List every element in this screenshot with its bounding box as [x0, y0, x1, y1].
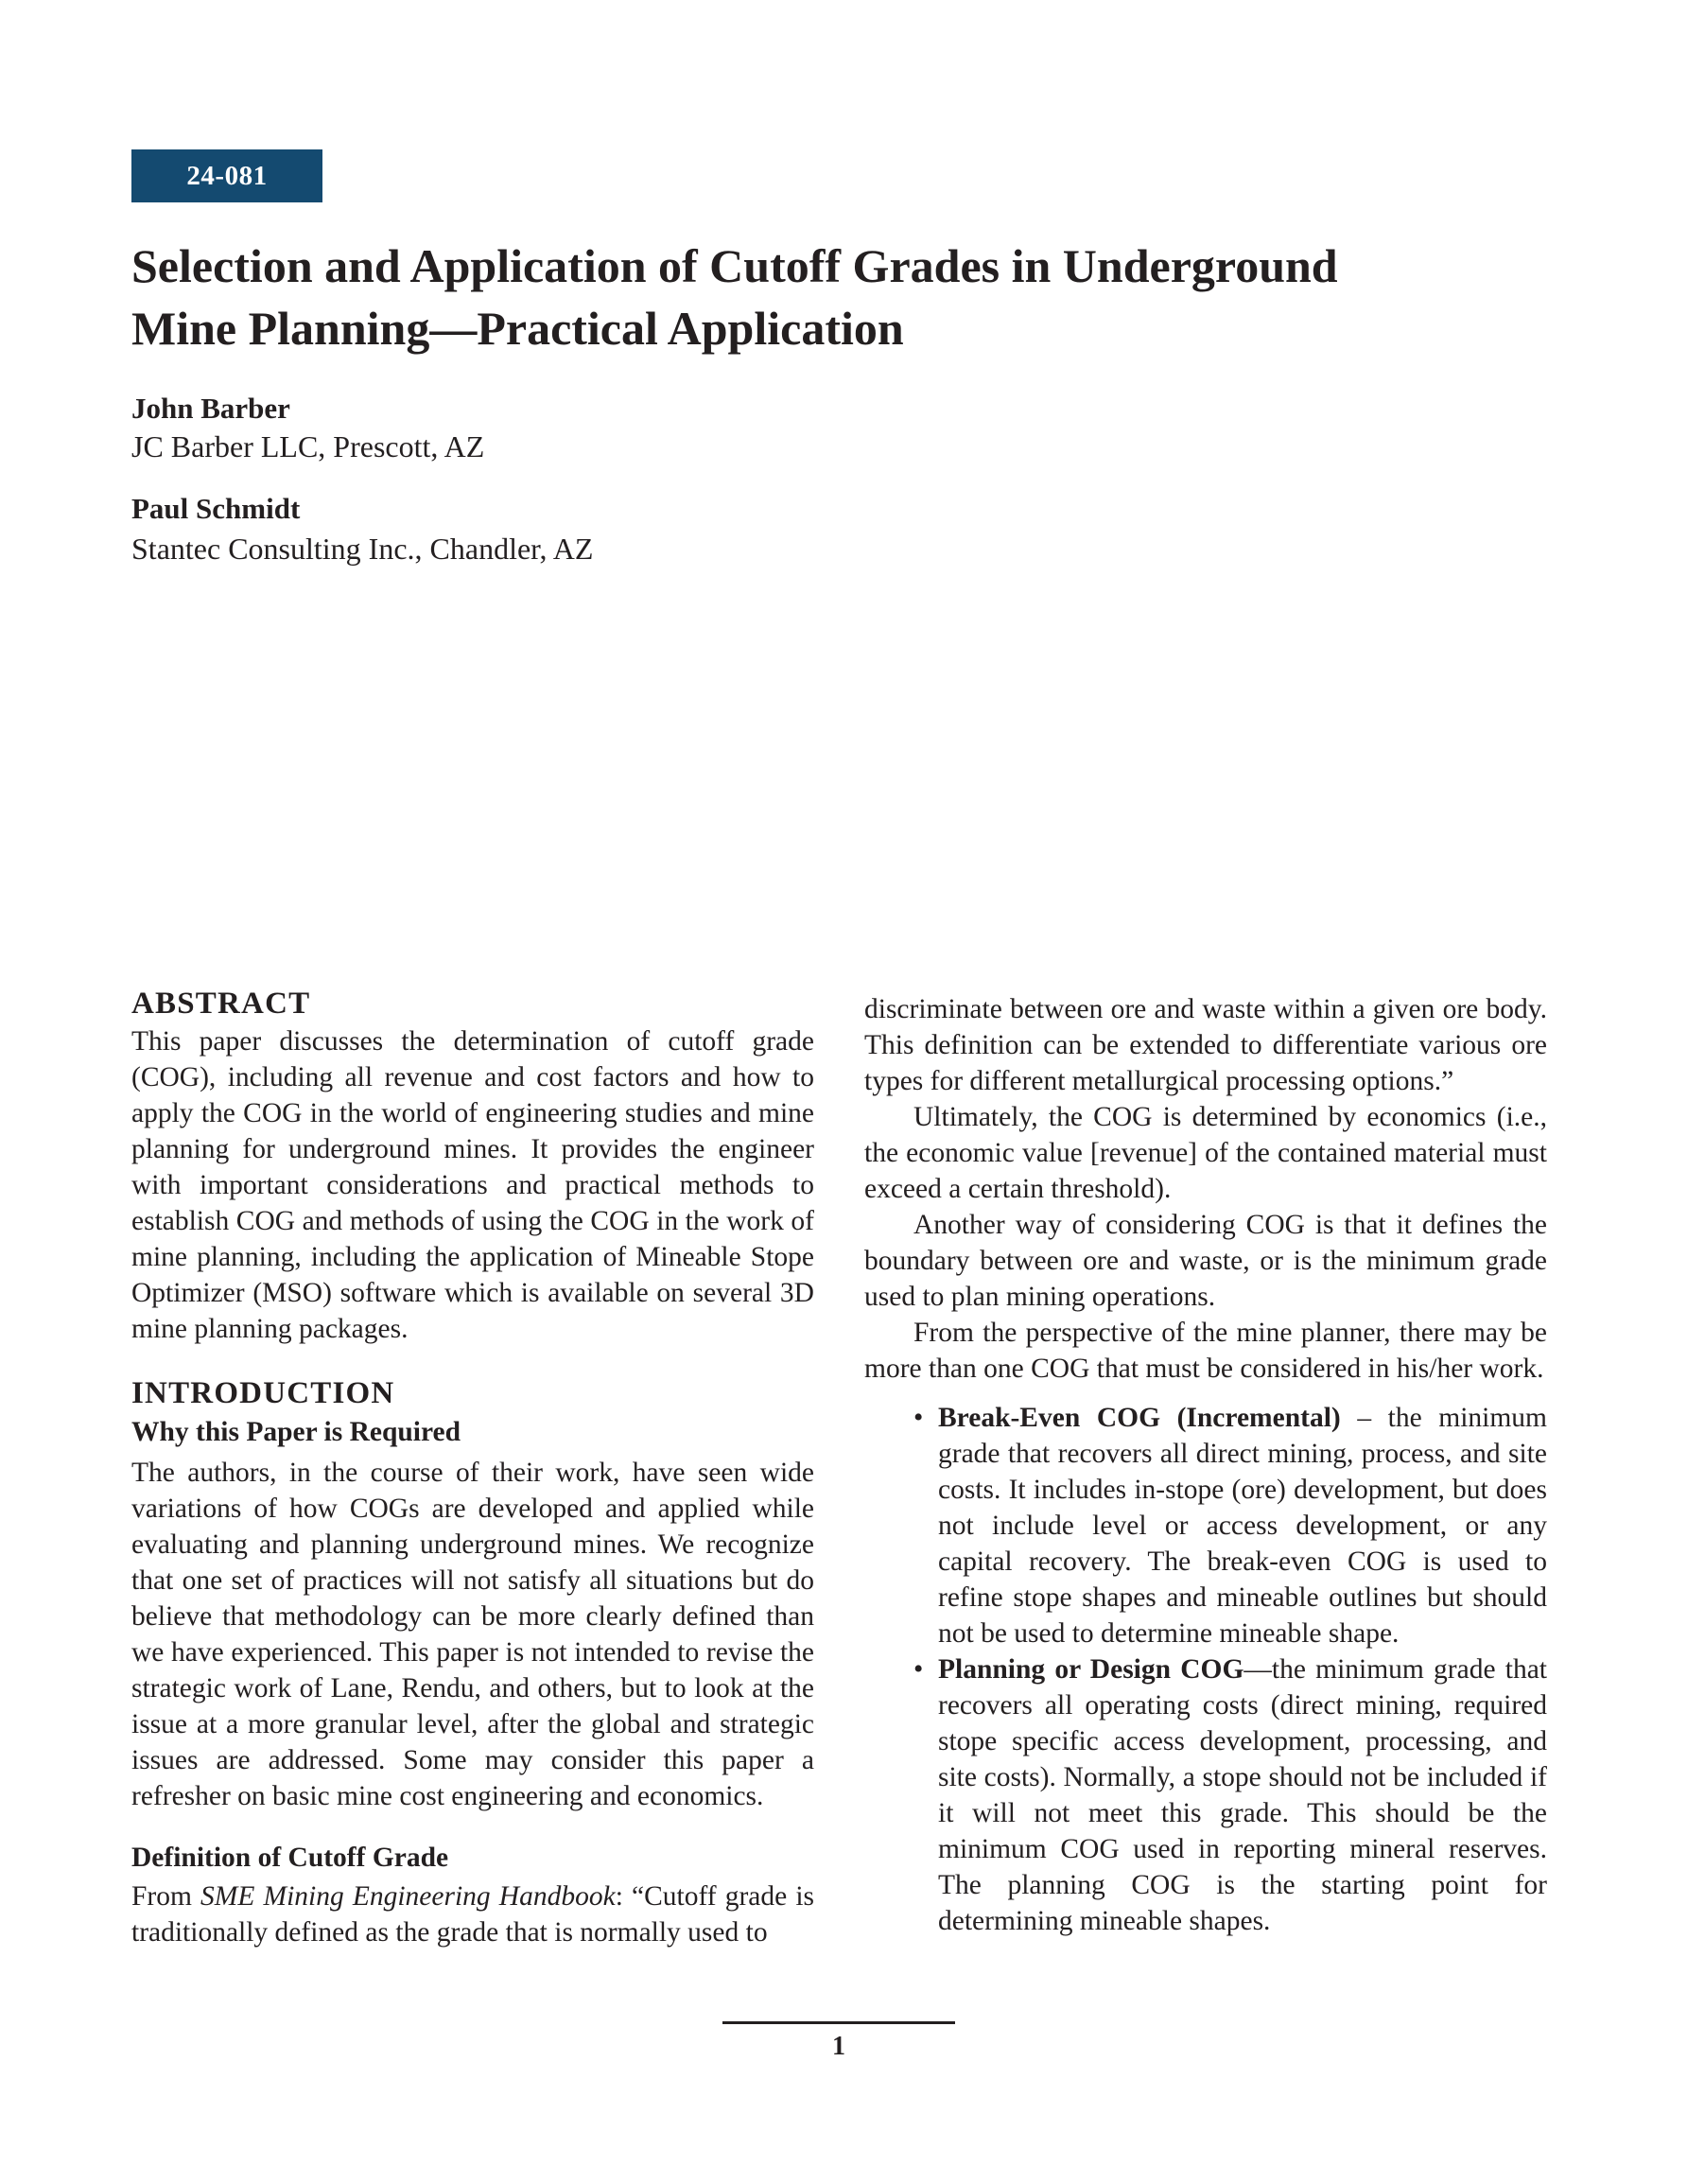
list-item: [913, 1400, 1547, 1651]
abstract-heading: ABSTRACT: [131, 987, 311, 1021]
definition-continuation: discriminate between ore and waste within a given ore body. This definition can be extended to differentiate various ore types for different metallurgical processing options.”: [864, 994, 1547, 1096]
author-name-2: Paul Schmidt: [131, 492, 301, 525]
definition-text-prefix: From: [131, 1881, 201, 1912]
page-number: 1: [832, 2032, 845, 2061]
why-paper-text: The authors, in the course of their work, have seen wide variations of how COGs are developed and applied while evaluating and planning underground mines. We recognize that one set of practices will not satisfy all situations but do believe that methodology can be more clearly defined than we have experienced. This paper is not intended to revise the strategic work of Lane, Rendu, and others, but to look at the issue at a more granular level, after the global and strategic issues are addressed. Some may consider this paper a refresher on basic mine cost engineering and economics.: [131, 1458, 814, 1811]
abstract-text: This paper discusses the determination of cutoff grade (COG), including all revenue and cost factors and how to apply the COG in the world of engineering studies and mine planning for underground mines. It provides the engineer with important considerations and practical methods to establish COG and methods of using the COG in the work of mine planning, including the application of Mineable Stope Optimizer (MSO) software which is available on several 3D mine planning packages.: [131, 1026, 814, 1344]
boundary-paragraph: Another way of considering COG is that it defines the boundary between ore and waste, or is the minimum grade used to plan mining operations.: [864, 1210, 1547, 1312]
bullet-term: Break-Even COG (Incremental): [938, 1403, 1341, 1433]
bullet-text: – the minimum grade that recovers all direct mining, process, and site costs. It includes in-stope (ore) development, but does not include level or access development, or any capital recovery. The break-even COG is used to refine stope shapes and mineable outlines but should not be used to determine mineable shape.: [938, 1403, 1547, 1649]
paper-title-line-1: Selection and Application of Cutoff Grades in Underground: [131, 239, 1338, 292]
list-item: [913, 1651, 1547, 1939]
bullet-term: Planning or Design COG: [938, 1654, 1244, 1685]
cog-types-list: [864, 1400, 1547, 1939]
left-column: [131, 984, 814, 1950]
paper-title-line-2: Mine Planning—Practical Application: [131, 302, 904, 355]
paper-id-badge: 24-081: [131, 149, 322, 202]
paper-title: [131, 235, 1455, 359]
introduction-heading: INTRODUCTION: [131, 1376, 395, 1410]
footer-rule: [722, 2021, 955, 2024]
author-name-1: John Barber: [131, 392, 290, 425]
mine-planner-paragraph: From the perspective of the mine planner, there may be more than one COG that must be considered in his/her work.: [864, 1318, 1547, 1384]
definition-text: [131, 1878, 814, 1950]
bullet-icon: •: [913, 1403, 924, 1433]
subsection-heading-definition: Definition of Cutoff Grade: [131, 1843, 449, 1873]
handbook-title: SME Mining Engineering Handbook: [200, 1881, 616, 1912]
bullet-icon: •: [913, 1654, 924, 1685]
economics-paragraph: Ultimately, the COG is determined by economics (i.e., the economic value [revenue] of the contained material must exceed a certain threshold).: [864, 1102, 1547, 1204]
right-column: [864, 991, 1547, 1939]
definition-text-suffix: : “Cutoff grade is traditionally defined as the grade that is normally used to: [131, 1881, 814, 1948]
subsection-heading-why: Why this Paper is Required: [131, 1417, 461, 1447]
author-affiliation-2: Stantec Consulting Inc., Chandler, AZ: [131, 532, 594, 566]
bullet-text: —the minimum grade that recovers all operating costs (direct mining, required stope specific access development, processing, and site costs). Normally, a stope should not be included if it will not meet this grade. This should be the minimum COG used in reporting mineral reserves. The planning COG is the starting point for determining mineable shapes.: [938, 1654, 1547, 1936]
author-affiliation-1: JC Barber LLC, Prescott, AZ: [131, 429, 485, 463]
